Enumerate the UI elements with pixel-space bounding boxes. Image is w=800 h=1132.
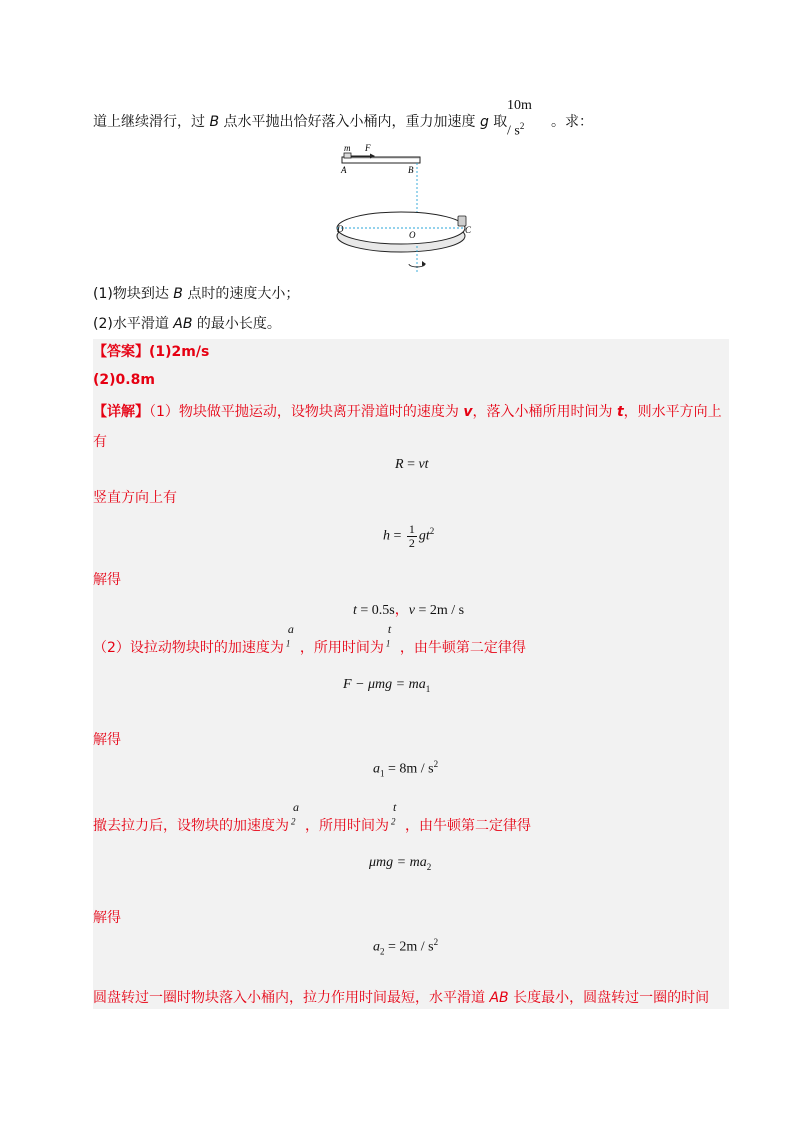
eq4-sub: 1 (425, 683, 431, 694)
answer-2: (2)0.8m (93, 372, 155, 388)
answer-1: (1)2m/s (149, 344, 210, 360)
detail-p1-v: v (463, 404, 473, 420)
p4-b: 长度最小，圆盘转过一圈的时间 (508, 990, 710, 1006)
intro-text-end: 。求： (551, 114, 593, 130)
solve-1: 解得 (93, 572, 121, 588)
intro-g: g (479, 114, 489, 130)
p2-a1: a (287, 622, 294, 636)
eq2-rhs: gt (418, 528, 430, 544)
p3-a: 撤去拉力后，设物块的加速度为 (93, 818, 289, 834)
detail-p1-t: t (616, 404, 624, 420)
eq3-a: t (353, 603, 357, 618)
eq2-den: 2 (408, 536, 415, 550)
eq3-d: = 2m / s (414, 603, 465, 618)
q1-prefix: (1)物块到达 (93, 286, 174, 302)
p2-t1: t (387, 622, 392, 636)
g-value-text: 10m / s (507, 98, 532, 139)
eq7-rhs: = 2m / s (384, 939, 434, 955)
eq2-num: 1 (408, 522, 415, 536)
p3-t2: t (393, 800, 397, 814)
eq6-ma: ma (409, 855, 427, 870)
p2-b: ，所用时间为 (299, 640, 384, 656)
rotating-disk-figure (336, 140, 472, 272)
vertical-label: 竖直方向上有 (93, 490, 177, 506)
answer-line-1 (93, 341, 209, 363)
var-a2 (289, 800, 305, 830)
vertical-text (93, 487, 177, 509)
detail-line-p3 (93, 800, 531, 837)
eq7-exp: 2 (433, 937, 439, 947)
eq2-exp: 2 (429, 526, 435, 537)
g-value (507, 96, 532, 142)
eq5-exp: 2 (433, 759, 439, 769)
detail-line-1 (93, 401, 722, 423)
var-t2 (389, 800, 405, 830)
intro-text-take: 取 (488, 114, 508, 130)
p2-a: （2）设拉动物块时的加速度为 (93, 640, 284, 656)
equation-6 (369, 855, 431, 872)
eq4-mid: − μmg = (351, 677, 409, 692)
solve-text-3 (93, 907, 121, 929)
p2-t1-sub: 1 (385, 638, 391, 649)
eq3-comma: ， (394, 603, 409, 618)
answer-line-2 (93, 369, 155, 391)
intro-point-b: B (209, 114, 220, 130)
question-2 (93, 314, 281, 334)
detail-p1-d: 有 (93, 434, 107, 450)
equation-3 (353, 599, 464, 619)
detail-line-p2 (93, 622, 526, 659)
eq2-lhs: h (383, 528, 390, 544)
p3-c: ，由牛顿第二定律得 (405, 818, 531, 834)
eq5-sub: 1 (380, 768, 385, 779)
p3-a2-sub: 2 (291, 816, 296, 827)
var-t1 (384, 622, 400, 652)
g-value-exp: 2 (519, 121, 525, 131)
label-o: O (409, 230, 416, 240)
eq5-a: a (373, 761, 380, 777)
label-f: F (365, 143, 371, 153)
eq2-fraction (407, 523, 417, 550)
eq5-rhs: = 8m / s (384, 761, 434, 777)
question-1 (93, 284, 299, 304)
label-c: C (465, 225, 472, 235)
eq4-ma: ma (408, 677, 426, 692)
solution-box (93, 339, 729, 1009)
block-m (344, 153, 351, 158)
problem-intro (93, 98, 593, 139)
p3-a2: a (293, 800, 299, 814)
p3-t2-sub: 2 (391, 816, 396, 827)
var-a1 (284, 622, 300, 652)
q1-suffix: 点时的速度大小； (182, 286, 300, 302)
q2-suffix: 的最小长度。 (192, 316, 281, 332)
eq6-lhs: μmg = (369, 855, 410, 870)
label-d: D (337, 224, 344, 234)
eq1-rhs: vt (418, 457, 429, 472)
detail-line-2 (93, 431, 107, 453)
p4-a: 圆盘转过一圈时物块落入小桶内，拉力作用时间最短，水平滑道 (93, 990, 490, 1006)
intro-text: 道上继续滑行，过 (93, 114, 210, 130)
solve-text-2 (93, 729, 121, 751)
p4-ab: AB (489, 990, 509, 1006)
solve-2: 解得 (93, 732, 121, 748)
p2-c: ，由牛顿第二定律得 (399, 640, 526, 656)
eq7-a: a (373, 939, 380, 955)
eq3-c: v (408, 603, 415, 618)
solve-text-1 (93, 569, 121, 591)
p3-b: ，所用时间为 (305, 818, 389, 834)
solve-3: 解得 (93, 910, 121, 926)
eq4-f: F (343, 677, 352, 692)
answer-tag: 【答案】 (93, 344, 149, 360)
detail-tag: 【详解】 (93, 404, 149, 420)
q2-prefix: (2)水平滑道 (93, 316, 174, 332)
q1-b: B (173, 286, 183, 302)
p2-a1-sub: 1 (285, 638, 291, 649)
equation-1 (395, 457, 429, 473)
detail-p1-b: ，落入小桶所用时间为 (472, 404, 617, 420)
eq2-op: = (390, 528, 405, 544)
q2-ab: AB (173, 316, 193, 332)
label-a: A (341, 165, 347, 175)
eq1-op: = (403, 457, 419, 472)
equation-4 (343, 677, 430, 694)
eq7-sub: 2 (380, 946, 385, 957)
eq1-lhs: R (395, 457, 404, 472)
intro-text-mid: 点水平抛出恰好落入小桶内，重力加速度 (219, 114, 480, 130)
equation-7 (373, 937, 438, 956)
eq6-sub: 2 (426, 861, 432, 872)
detail-p1-c: ，则水平方向上 (623, 404, 722, 420)
equation-2 (383, 523, 434, 550)
detail-p1-a: （1）物块做平抛运动，设物块离开滑道时的速度为 (149, 404, 464, 420)
equation-5 (373, 759, 438, 778)
label-m: m (344, 143, 351, 153)
eq3-b: = 0.5s (356, 603, 395, 618)
detail-line-p4 (93, 987, 709, 1009)
label-b: B (408, 165, 414, 175)
